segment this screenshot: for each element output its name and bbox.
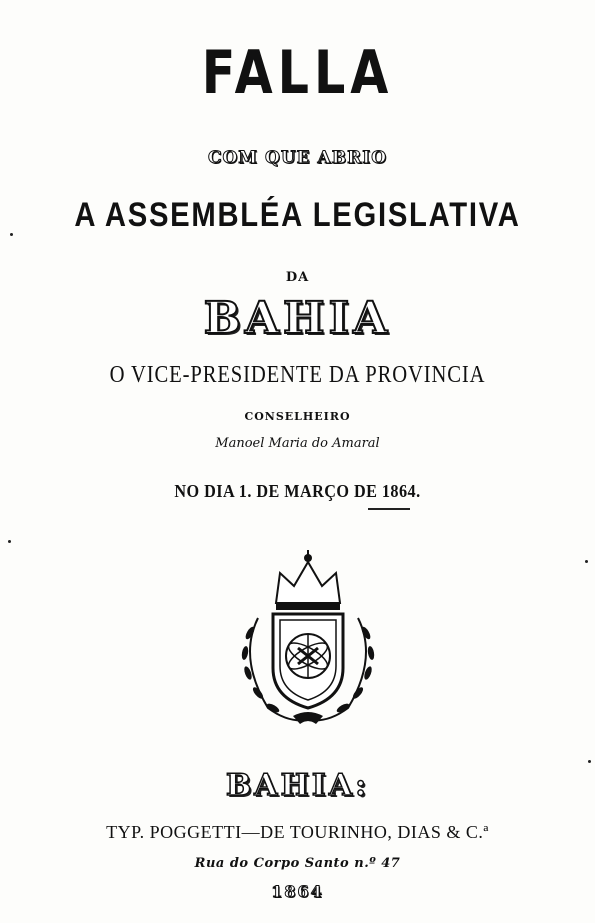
print-speck [10,233,13,236]
print-speck [585,560,588,563]
vice-president-line: O VICE-PRESIDENTE DA PROVINCIA [109,362,486,388]
conselheiro-label: CONSELHEIRO [244,410,351,423]
assembly-heading: A ASSEMBLÉA LEGISLATIVA [74,196,521,234]
date-line: NO DIA 1. DE MARÇO DE 1864. [174,481,421,501]
print-speck [588,760,591,763]
main-title: FALLA [201,38,394,108]
imprint-city: BAHIA: [225,768,370,803]
print-speck [8,540,11,543]
province-name: BAHIA [203,293,392,344]
imprint-printer: TYP. POGGETTI—DE TOURINHO, DIAS & C.ª [106,822,489,842]
date-underline [368,508,410,510]
subtitle-com-que-abrio: COM QUE ABRIO [207,148,388,168]
imprint-address: Rua do Corpo Santo n.º 47 [194,856,401,871]
preposition-da: DA [285,270,310,285]
imperial-coat-of-arms-icon [228,548,388,728]
author-name: Manoel Maria do Amaral [215,436,380,451]
imprint-year: 1864 [271,882,324,901]
